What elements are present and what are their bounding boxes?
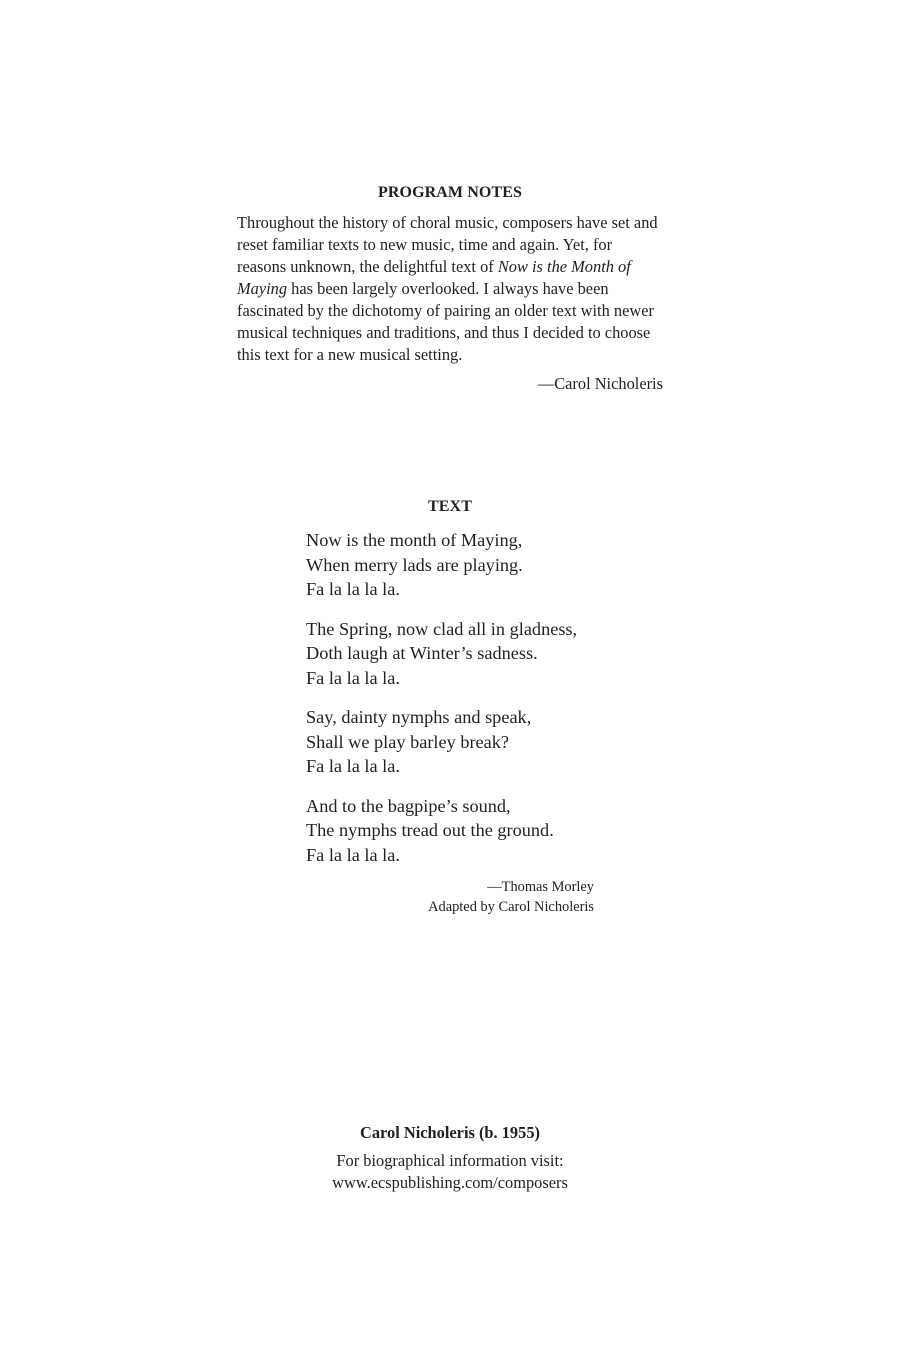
composer-url: www.ecspublishing.com/composers xyxy=(332,1173,568,1192)
text-section xyxy=(0,498,900,917)
poem-line: Shall we play barley break? xyxy=(306,731,510,752)
poem-line: The Spring, now clad all in gladness, xyxy=(306,618,578,639)
poem-line: Fa la la la la. xyxy=(306,844,400,865)
poem-line: Doth laugh at Winter’s sadness. xyxy=(306,643,538,663)
stanza xyxy=(306,528,900,602)
composer-info xyxy=(0,1150,900,1194)
poem-line: The nymphs tread out the ground. xyxy=(306,820,554,840)
poem-line: When merry lads are playing. xyxy=(306,554,523,575)
poem-body xyxy=(306,528,900,867)
poem-line: Say, dainty nymphs and speak, xyxy=(306,707,532,727)
program-notes-heading: PROGRAM NOTES xyxy=(378,184,522,201)
poem-line: Now is the month of Maying, xyxy=(306,530,523,550)
notes-text-before: Throughout the history of choral music, composers have set and reset familiar texts to new music, time and again. Yet, for reasons unknown, the delightful text of xyxy=(237,213,658,276)
program-notes-section xyxy=(0,184,900,395)
program-notes-paragraph xyxy=(237,212,663,366)
poem-line: And to the bagpipe’s sound, xyxy=(306,795,511,816)
poem-author-credit: —Thomas Morley xyxy=(487,879,594,895)
notes-title-italic: Now is the Month of Maying xyxy=(237,257,631,298)
text-heading: TEXT xyxy=(428,498,472,515)
notes-text-after: has been largely overlooked. I always have been fascinated by the dichotomy of pairing an older text with newer musical techniques and traditions, and thus I decided to choose this text for a new musical setting. xyxy=(237,279,654,364)
stanza xyxy=(306,794,900,868)
poem-line: Fa la la la la. xyxy=(306,667,400,688)
poem-credits xyxy=(306,877,594,917)
stanza xyxy=(306,617,900,691)
program-notes-body xyxy=(237,212,663,366)
poem-line: Fa la la la la. xyxy=(306,579,400,599)
poem-adapter-credit: Adapted by Carol Nicholeris xyxy=(428,899,594,915)
composer-section xyxy=(0,1123,900,1194)
program-notes-signature: —Carol Nicholeris xyxy=(537,374,663,393)
stanza xyxy=(306,705,900,779)
composer-name: Carol Nicholeris (b. 1955) xyxy=(360,1123,540,1142)
poem-line: Fa la la la la. xyxy=(306,756,400,776)
composer-info-text: For biographical information visit: xyxy=(336,1151,564,1170)
